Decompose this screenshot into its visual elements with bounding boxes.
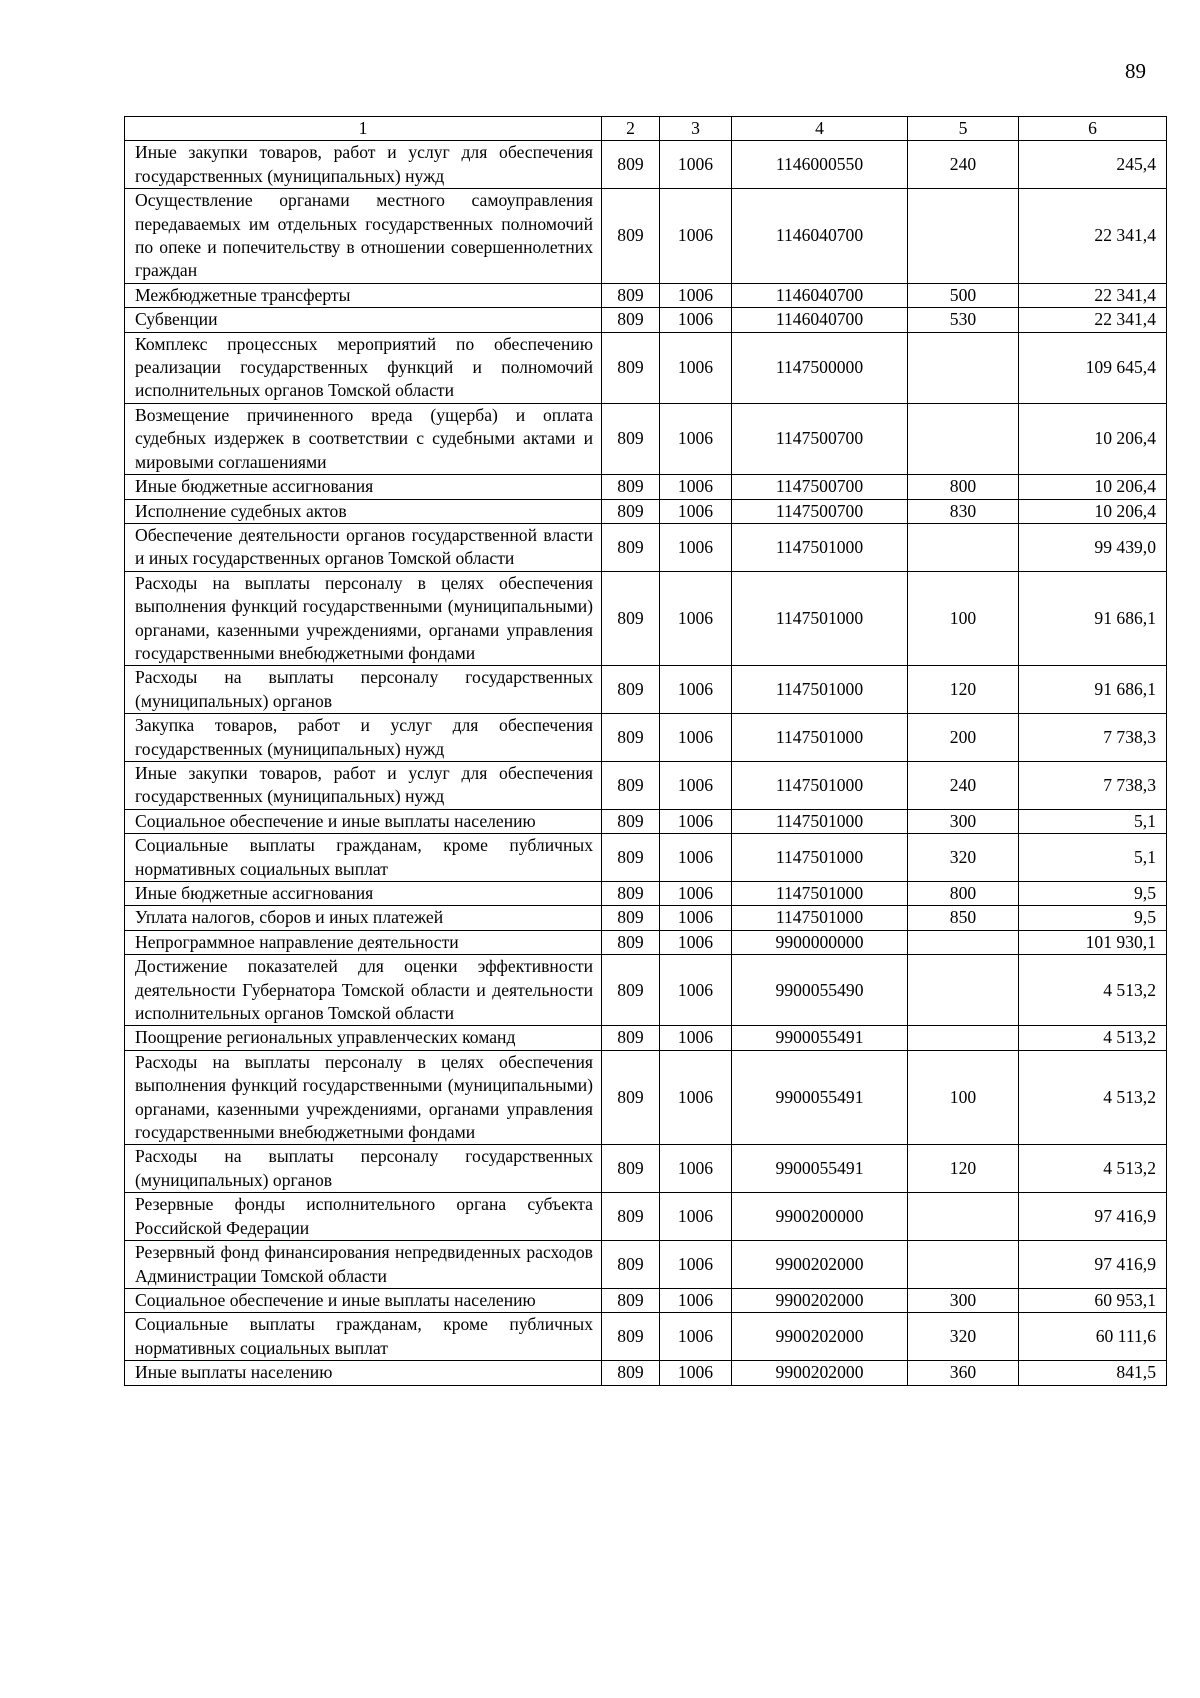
target-item-code-cell: 9900055490	[732, 955, 908, 1026]
expense-type-code-cell: 300	[908, 1288, 1019, 1312]
column-header-2: 2	[602, 117, 660, 141]
expense-type-code-cell: 320	[908, 834, 1019, 882]
expense-name-cell: Иные бюджетные ассигнования	[125, 882, 602, 906]
amount-cell: 4 513,2	[1019, 1145, 1167, 1193]
amount-cell: 4 513,2	[1019, 1026, 1167, 1050]
target-item-code-cell: 1147501000	[732, 666, 908, 714]
table-row	[125, 499, 1167, 523]
section-code-cell: 1006	[660, 955, 732, 1026]
table-row	[125, 906, 1167, 930]
table-row	[125, 1145, 1167, 1193]
expense-type-code-cell	[908, 403, 1019, 474]
target-item-code-cell: 1147500700	[732, 403, 908, 474]
amount-cell: 9,5	[1019, 906, 1167, 930]
expense-name-cell: Расходы на выплаты персоналу в целях обеспечения выполнения функций государственными (муниципальными) органами, казенными учреждениями, органами управления государственными внебюджетными фондами	[125, 571, 602, 666]
column-header-4: 4	[732, 117, 908, 141]
table-row	[125, 834, 1167, 882]
section-code-cell: 1006	[660, 523, 732, 571]
amount-cell: 97 416,9	[1019, 1193, 1167, 1241]
section-code-cell: 1006	[660, 475, 732, 499]
table-row	[125, 666, 1167, 714]
expense-type-code-cell	[908, 332, 1019, 403]
department-code-cell: 809	[602, 1050, 660, 1145]
expense-type-code-cell: 360	[908, 1361, 1019, 1385]
section-code-cell: 1006	[660, 332, 732, 403]
expense-type-code-cell: 120	[908, 666, 1019, 714]
expense-type-code-cell: 500	[908, 283, 1019, 307]
target-item-code-cell: 1146040700	[732, 308, 908, 332]
expense-type-code-cell: 800	[908, 882, 1019, 906]
expense-name-cell: Уплата налогов, сборов и иных платежей	[125, 906, 602, 930]
amount-cell: 5,1	[1019, 834, 1167, 882]
target-item-code-cell: 1147500700	[732, 499, 908, 523]
department-code-cell: 809	[602, 141, 660, 189]
department-code-cell: 809	[602, 1313, 660, 1361]
table-row	[125, 761, 1167, 809]
expense-name-cell: Иные бюджетные ассигнования	[125, 475, 602, 499]
section-code-cell: 1006	[660, 1145, 732, 1193]
expense-type-code-cell: 120	[908, 1145, 1019, 1193]
expense-name-cell: Обеспечение деятельности органов государственной власти и иных государственных органов Томской области	[125, 523, 602, 571]
expense-name-cell: Расходы на выплаты персоналу государственных (муниципальных) органов	[125, 666, 602, 714]
amount-cell: 841,5	[1019, 1361, 1167, 1385]
section-code-cell: 1006	[660, 1026, 732, 1050]
expense-name-cell: Резервный фонд финансирования непредвиденных расходов Администрации Томской области	[125, 1241, 602, 1289]
target-item-code-cell: 1147501000	[732, 761, 908, 809]
target-item-code-cell: 9900202000	[732, 1288, 908, 1312]
table-row	[125, 1050, 1167, 1145]
amount-cell: 4 513,2	[1019, 1050, 1167, 1145]
target-item-code-cell: 1147501000	[732, 571, 908, 666]
expense-type-code-cell: 850	[908, 906, 1019, 930]
expense-name-cell: Достижение показателей для оценки эффективности деятельности Губернатора Томской области и деятельности исполнительных органов Томской области	[125, 955, 602, 1026]
department-code-cell: 809	[602, 930, 660, 954]
target-item-code-cell: 1146040700	[732, 189, 908, 284]
amount-cell: 99 439,0	[1019, 523, 1167, 571]
amount-cell: 91 686,1	[1019, 666, 1167, 714]
expense-type-code-cell	[908, 955, 1019, 1026]
expense-name-cell: Расходы на выплаты персоналу в целях обеспечения выполнения функций государственными (муниципальными) органами, казенными учреждениями, органами управления государственными внебюджетными фондами	[125, 1050, 602, 1145]
department-code-cell: 809	[602, 1288, 660, 1312]
department-code-cell: 809	[602, 761, 660, 809]
expense-type-code-cell: 830	[908, 499, 1019, 523]
table-row	[125, 141, 1167, 189]
amount-cell: 10 206,4	[1019, 499, 1167, 523]
expense-name-cell: Возмещение причиненного вреда (ущерба) и оплата судебных издержек в соответствии с судебными актами и мировыми соглашениями	[125, 403, 602, 474]
expense-name-cell: Иные закупки товаров, работ и услуг для обеспечения государственных (муниципальных) нужд	[125, 761, 602, 809]
department-code-cell: 809	[602, 666, 660, 714]
column-header-3: 3	[660, 117, 732, 141]
section-code-cell: 1006	[660, 714, 732, 762]
target-item-code-cell: 1147500000	[732, 332, 908, 403]
target-item-code-cell: 1147501000	[732, 834, 908, 882]
target-item-code-cell: 9900202000	[732, 1313, 908, 1361]
amount-cell: 60 111,6	[1019, 1313, 1167, 1361]
section-code-cell: 1006	[660, 1288, 732, 1312]
amount-cell: 97 416,9	[1019, 1241, 1167, 1289]
page-number: 89	[1125, 59, 1146, 83]
target-item-code-cell: 1146000550	[732, 141, 908, 189]
table-row	[125, 714, 1167, 762]
amount-cell: 22 341,4	[1019, 308, 1167, 332]
expense-name-cell: Социальные выплаты гражданам, кроме публичных нормативных социальных выплат	[125, 1313, 602, 1361]
section-code-cell: 1006	[660, 403, 732, 474]
expense-name-cell: Иные закупки товаров, работ и услуг для обеспечения государственных (муниципальных) нужд	[125, 141, 602, 189]
table-row	[125, 1313, 1167, 1361]
target-item-code-cell: 9900200000	[732, 1193, 908, 1241]
expense-name-cell: Расходы на выплаты персоналу государственных (муниципальных) органов	[125, 1145, 602, 1193]
amount-cell: 9,5	[1019, 882, 1167, 906]
expense-type-code-cell	[908, 523, 1019, 571]
section-code-cell: 1006	[660, 906, 732, 930]
department-code-cell: 809	[602, 714, 660, 762]
expense-name-cell: Комплекс процессных мероприятий по обеспечению реализации государственных функций и полномочий исполнительных органов Томской области	[125, 332, 602, 403]
target-item-code-cell: 9900055491	[732, 1145, 908, 1193]
amount-cell: 109 645,4	[1019, 332, 1167, 403]
table-row	[125, 403, 1167, 474]
target-item-code-cell: 1147501000	[732, 809, 908, 833]
expense-type-code-cell	[908, 189, 1019, 284]
department-code-cell: 809	[602, 308, 660, 332]
table-body	[125, 117, 1167, 1386]
table-row	[125, 189, 1167, 284]
target-item-code-cell: 1147501000	[732, 882, 908, 906]
expense-type-code-cell: 100	[908, 571, 1019, 666]
section-code-cell: 1006	[660, 761, 732, 809]
table-row	[125, 308, 1167, 332]
expense-name-cell: Осуществление органами местного самоуправления передаваемых им отдельных государственных полномочий по опеке и попечительству в отношении совершеннолетних граждан	[125, 189, 602, 284]
table-row	[125, 930, 1167, 954]
table-row	[125, 283, 1167, 307]
amount-cell: 22 341,4	[1019, 283, 1167, 307]
section-code-cell: 1006	[660, 809, 732, 833]
target-item-code-cell: 1147501000	[732, 523, 908, 571]
department-code-cell: 809	[602, 283, 660, 307]
amount-cell: 5,1	[1019, 809, 1167, 833]
table-row	[125, 523, 1167, 571]
expense-name-cell: Закупка товаров, работ и услуг для обеспечения государственных (муниципальных) нужд	[125, 714, 602, 762]
department-code-cell: 809	[602, 332, 660, 403]
section-code-cell: 1006	[660, 1050, 732, 1145]
table-row	[125, 1241, 1167, 1289]
target-item-code-cell: 1147501000	[732, 906, 908, 930]
column-header-1: 1	[125, 117, 602, 141]
department-code-cell: 809	[602, 523, 660, 571]
expense-type-code-cell	[908, 930, 1019, 954]
expense-type-code-cell: 320	[908, 1313, 1019, 1361]
table-row	[125, 1361, 1167, 1385]
section-code-cell: 1006	[660, 499, 732, 523]
section-code-cell: 1006	[660, 283, 732, 307]
section-code-cell: 1006	[660, 1193, 732, 1241]
amount-cell: 4 513,2	[1019, 955, 1167, 1026]
expense-name-cell: Межбюджетные трансферты	[125, 283, 602, 307]
amount-cell: 245,4	[1019, 141, 1167, 189]
section-code-cell: 1006	[660, 1361, 732, 1385]
table-header-row	[125, 117, 1167, 141]
amount-cell: 10 206,4	[1019, 475, 1167, 499]
amount-cell: 7 738,3	[1019, 761, 1167, 809]
target-item-code-cell: 9900055491	[732, 1026, 908, 1050]
expense-name-cell: Социальные выплаты гражданам, кроме публичных нормативных социальных выплат	[125, 834, 602, 882]
amount-cell: 10 206,4	[1019, 403, 1167, 474]
expense-name-cell: Субвенции	[125, 308, 602, 332]
target-item-code-cell: 1147501000	[732, 714, 908, 762]
department-code-cell: 809	[602, 475, 660, 499]
department-code-cell: 809	[602, 1241, 660, 1289]
expense-type-code-cell: 100	[908, 1050, 1019, 1145]
section-code-cell: 1006	[660, 308, 732, 332]
section-code-cell: 1006	[660, 141, 732, 189]
expense-name-cell: Исполнение судебных актов	[125, 499, 602, 523]
amount-cell: 60 953,1	[1019, 1288, 1167, 1312]
section-code-cell: 1006	[660, 834, 732, 882]
target-item-code-cell: 9900202000	[732, 1361, 908, 1385]
table-row	[125, 571, 1167, 666]
department-code-cell: 809	[602, 499, 660, 523]
target-item-code-cell: 9900202000	[732, 1241, 908, 1289]
department-code-cell: 809	[602, 1361, 660, 1385]
target-item-code-cell: 9900000000	[732, 930, 908, 954]
expense-type-code-cell	[908, 1193, 1019, 1241]
expense-type-code-cell: 240	[908, 141, 1019, 189]
expense-type-code-cell	[908, 1026, 1019, 1050]
target-item-code-cell: 1146040700	[732, 283, 908, 307]
target-item-code-cell: 1147500700	[732, 475, 908, 499]
table-row	[125, 882, 1167, 906]
expense-type-code-cell: 300	[908, 809, 1019, 833]
department-code-cell: 809	[602, 906, 660, 930]
amount-cell: 101 930,1	[1019, 930, 1167, 954]
section-code-cell: 1006	[660, 189, 732, 284]
expense-name-cell: Иные выплаты населению	[125, 1361, 602, 1385]
table-row	[125, 1026, 1167, 1050]
amount-cell: 91 686,1	[1019, 571, 1167, 666]
department-code-cell: 809	[602, 189, 660, 284]
table-row	[125, 332, 1167, 403]
department-code-cell: 809	[602, 955, 660, 1026]
expense-name-cell: Социальное обеспечение и иные выплаты населению	[125, 809, 602, 833]
section-code-cell: 1006	[660, 1313, 732, 1361]
section-code-cell: 1006	[660, 666, 732, 714]
budget-table	[124, 116, 1167, 1386]
expense-name-cell: Непрограммное направление деятельности	[125, 930, 602, 954]
department-code-cell: 809	[602, 834, 660, 882]
department-code-cell: 809	[602, 1026, 660, 1050]
amount-cell: 22 341,4	[1019, 189, 1167, 284]
column-header-6: 6	[1019, 117, 1167, 141]
expense-name-cell: Социальное обеспечение и иные выплаты населению	[125, 1288, 602, 1312]
expense-type-code-cell: 530	[908, 308, 1019, 332]
department-code-cell: 809	[602, 1193, 660, 1241]
expense-name-cell: Резервные фонды исполнительного органа субъекта Российской Федерации	[125, 1193, 602, 1241]
department-code-cell: 809	[602, 882, 660, 906]
table-row	[125, 475, 1167, 499]
department-code-cell: 809	[602, 403, 660, 474]
expense-type-code-cell: 200	[908, 714, 1019, 762]
expense-name-cell: Поощрение региональных управленческих команд	[125, 1026, 602, 1050]
target-item-code-cell: 9900055491	[732, 1050, 908, 1145]
section-code-cell: 1006	[660, 571, 732, 666]
table-row	[125, 955, 1167, 1026]
table-row	[125, 1193, 1167, 1241]
expense-type-code-cell: 800	[908, 475, 1019, 499]
section-code-cell: 1006	[660, 882, 732, 906]
section-code-cell: 1006	[660, 1241, 732, 1289]
table-row	[125, 1288, 1167, 1312]
table-row	[125, 809, 1167, 833]
section-code-cell: 1006	[660, 930, 732, 954]
expense-type-code-cell: 240	[908, 761, 1019, 809]
expense-type-code-cell	[908, 1241, 1019, 1289]
department-code-cell: 809	[602, 809, 660, 833]
column-header-5: 5	[908, 117, 1019, 141]
department-code-cell: 809	[602, 1145, 660, 1193]
amount-cell: 7 738,3	[1019, 714, 1167, 762]
department-code-cell: 809	[602, 571, 660, 666]
